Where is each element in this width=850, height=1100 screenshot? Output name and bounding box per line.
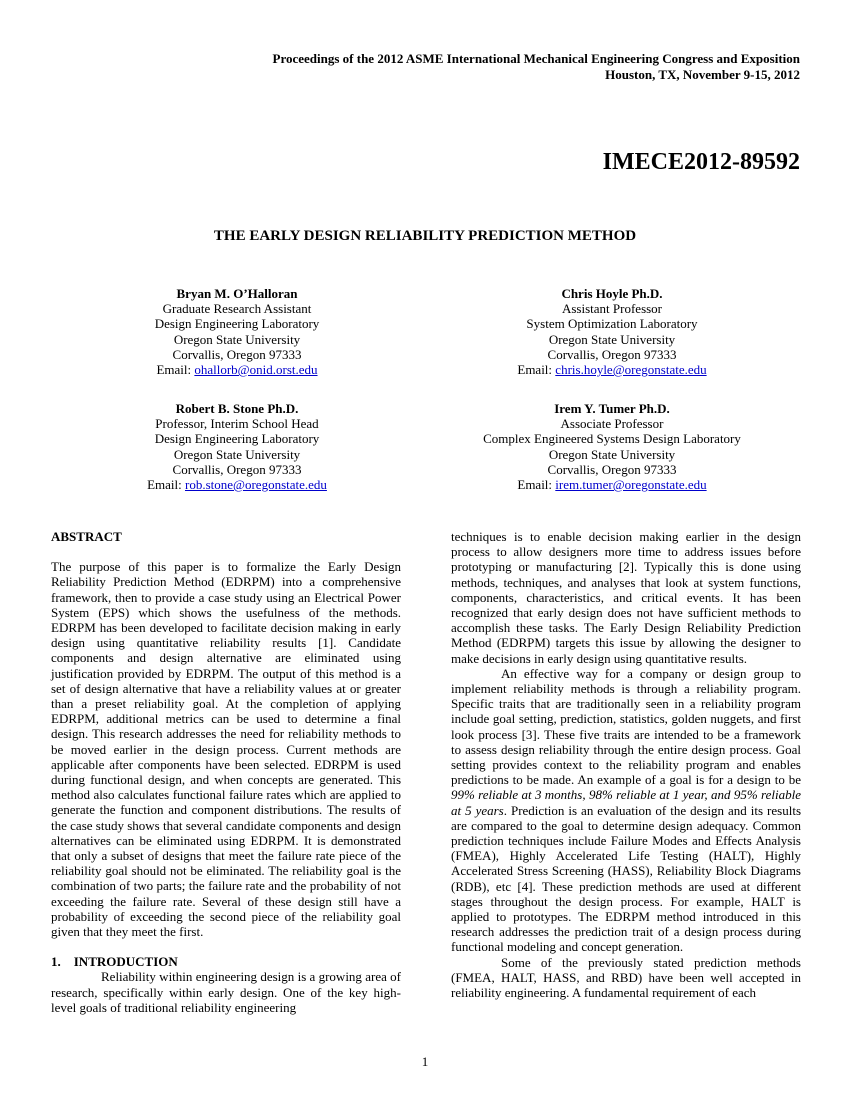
author-email-line [67,477,407,492]
email-label: Email: [517,477,556,493]
author-name: Irem Y. Tumer Ph.D. [554,401,670,416]
author-name: Robert B. Stone Ph.D. [175,401,299,416]
author-lab: System Optimization Laboratory [526,316,698,332]
author-email-line [67,362,407,377]
author-university: Oregon State University [173,331,301,347]
author-university: Oregon State University [173,446,301,462]
conference-header [100,51,800,83]
paper-title: THE EARLY DESIGN RELIABILITY PREDICTION METHOD [213,228,637,244]
paragraph-text-start: An effective way for a company or design group to implement reliability methods is through a reliability program. Specific traits that are traditionally seen in a reliability program include goal setting, prediction, statistics, golden nuggets, and first look process [3]. These five traits are intended to be a framework to assess design reliability through the entire design process. Goal setting provides context to the reliability program and enables predictions to be made. An example of a goal is for a design to be [451,665,801,788]
author-block-tumer [442,401,782,492]
author-university: Oregon State University [548,331,676,347]
author-email-link[interactable]: ohallorb@onid.orst.edu [194,362,318,378]
author-email-line [442,362,782,377]
author-email-link[interactable]: rob.stone@oregonstate.edu [184,477,327,493]
author-role: Assistant Professor [561,301,663,317]
author-city: Corvallis, Oregon 97333 [547,461,677,477]
author-email-line [442,477,782,492]
author-name: Bryan M. O’Halloran [176,286,298,301]
author-city: Corvallis, Oregon 97333 [172,461,302,477]
email-label: Email: [147,477,185,493]
author-role: Professor, Interim School Head [155,416,319,432]
email-label: Email: [156,362,195,378]
introduction-heading [51,954,401,969]
intro-paragraph-continued: techniques is to enable decision making earlier in the design process to allow designers more time to address issues before prototyping or manufacturing [2]. Typically this is done using methods, techniques, and analyses that look at system functions, components, characteristics, and critical events. It has been recognized that early design does not have sufficient methods to accomplish these tasks. The Early Design Reliability Prediction Method (EDRPM) targets this issue by allowing the designer to make decisions in early design using quantitative results. [451,529,801,666]
email-label: Email: [517,362,556,378]
section-title: INTRODUCTION [73,954,178,970]
paper-id: IMECE2012-89592 [602,149,800,175]
right-column [451,529,801,1000]
author-name: Chris Hoyle Ph.D. [561,286,663,301]
abstract-text: The purpose of this paper is to formalize the Early Design Reliability Prediction Method (EDRPM) into a comprehensive framework, then to provide a case study using an Electrical Power System (EPS) which shows the usefulness of the methods. EDRPM has been developed to facilitate decision making in early design using quantitative reliability results [1]. Candidate components and design alternative are eliminated using justification provided by EDRPM. The output of this method is a set of design alternative that have a reliability values at or greater than a preset reliability goal. At the completion of applying EDRPM, additional metrics can be used to determine a final design. This research addresses the need for reliability methods to be moved earlier in the design process. Current methods are applicable after components have been selected. EDRPM is used during functional design, and when concepts are generated. This method also calculates functional failure rates which are applied to generate the function and component distributions. The results of the case study shows that several candidate components and design alternatives can be eliminated using EDRPM. It is demonstrated that only a subset of designs that meet the failure rate piece of the reliability goal should not be eliminated. The reliability goal is the combination of two parts; the failure rate and the probability of not exceeding the failure rate. Several of these design still have a probability of exceeding the second piece of the reliability goal given that they meet the first. [51,559,401,940]
section-number: 1. [51,954,61,970]
conference-line-1: Proceedings of the 2012 ASME International Mechanical Engineering Congress and Exposition [272,51,800,66]
author-block-ohalloran [67,286,407,377]
page-number: 1 [421,1054,429,1069]
intro-paragraph-reliability-program [451,666,801,955]
author-lab: Design Engineering Laboratory [154,431,320,447]
author-lab: Complex Engineered Systems Design Laboratory [483,431,741,447]
author-city: Corvallis, Oregon 97333 [547,346,677,362]
author-block-stone [67,401,407,492]
intro-paragraph-prediction-methods: Some of the previously stated prediction methods (FMEA, HALT, HASS, and RBD) have been well accepted in reliability engineering. A fundamental requirement of each [451,954,801,1001]
author-email-link[interactable]: irem.tumer@oregonstate.edu [555,477,707,493]
author-city: Corvallis, Oregon 97333 [172,346,302,362]
author-block-hoyle [442,286,782,377]
author-university: Oregon State University [548,446,676,462]
conference-line-2: Houston, TX, November 9-15, 2012 [605,67,800,82]
paragraph-text-end: . Prediction is an evaluation of the design and its results are compared to the goal to determine design adequacy. Common prediction techniques include Failure Modes and Effects Analysis (FMEA), Highly Accelerated Life Testing (HALT), Highly Accelerated Stress Screening (HASS), Reliability Block Diagrams (RDB), etc [4]. These prediction methods are used at different stages throughout the design process. For example, HALT is applied to prototypes. The EDRPM method introduced in this research addresses the prediction trait of a design process during functional modeling and concept generation. [451,802,801,955]
author-lab: Design Engineering Laboratory [154,316,320,332]
author-email-link[interactable]: chris.hoyle@oregonstate.edu [555,362,707,378]
left-column [51,529,401,1015]
author-role: Associate Professor [560,416,664,432]
reliability-goal-example: 99% reliable at 3 months, 98% reliable at 1 year, and 95% reliable at 5 years [451,787,801,818]
author-role: Graduate Research Assistant [162,301,312,317]
abstract-heading: ABSTRACT [51,529,122,544]
introduction-paragraph: Reliability within engineering design is a growing area of research, specifically within early design. One of the key high-level goals of traditional reliability engineering [51,969,401,1015]
